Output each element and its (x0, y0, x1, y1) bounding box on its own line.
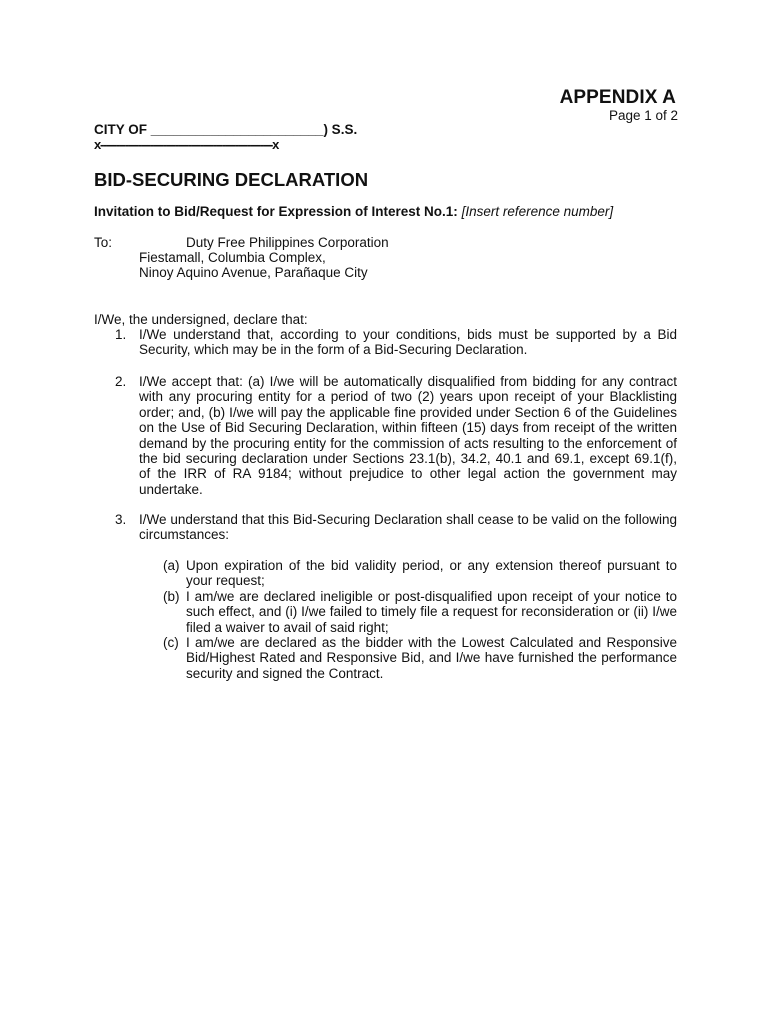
item-text: I/We accept that: (a) I/we will be automatically disqualified from bidding for any contract with any procuring entity for a period of two (2) years upon receipt of your Blacklisting order; and, (b) I/we will pay the applicable fine provided under Section 6 of the Guidelines on the Use of Bid Securing Declaration, within fifteen (15) days from receipt of the written demand by the procuring entity for the commission of acts resulting to the enforcement of the bid securing declaration under Sections 23.1(b), 34.2, 40.1 and 69.1, except 69.1(f), of the IRR of RA 9184; without prejudice to other legal action the government may undertake. (139, 374, 677, 497)
circumstance-text: I am/we are declared ineligible or post-disqualified upon receipt of your notice to such effect, and (i) I/we failed to timely file a request for reconsideration or (ii) I/we filed a waiver to avail of said right; (186, 589, 677, 635)
circumstance-item (163, 558, 677, 589)
addressee-address-line-1: Fiestamall, Columbia Complex, (139, 250, 326, 265)
document-title: BID-SECURING DECLARATION (94, 169, 369, 190)
item-number: 2. (115, 374, 127, 389)
item-number: 3. (115, 512, 127, 527)
circumstance-text: Upon expiration of the bid validity period, or any extension thereof pursuant to your request; (186, 558, 677, 589)
item-text: I/We understand that, according to your conditions, bids must be supported by a Bid Security, which may be in the form of a Bid-Securing Declaration. (139, 327, 677, 358)
circumstance-text: I am/we are declared as the bidder with the Lowest Calculated and Responsive Bid/Highest Rated and Responsive Bid, and I/we have furnished the performance security and signed the Contract. (186, 635, 677, 681)
to-label: To: (94, 235, 113, 250)
circumstance-item (163, 589, 677, 635)
addressee-name: Duty Free Philippines Corporation (186, 235, 389, 250)
item-number: 1. (115, 327, 127, 342)
circumstance-label: (c) (163, 635, 179, 650)
circumstance-label: (a) (163, 558, 180, 573)
circumstance-label: (b) (163, 589, 180, 604)
circumstance-item (163, 635, 677, 681)
city-line: CITY OF _______________________) S.S. (94, 122, 358, 137)
declaration-intro: I/We, the undersigned, declare that: (94, 312, 308, 327)
addressee-address-line-2: Ninoy Aquino Avenue, Parañaque City (139, 265, 368, 280)
declaration-item (94, 374, 677, 497)
invitation-line (94, 204, 613, 219)
page-number: Page 1 of 2 (608, 108, 678, 123)
item-text: I/We understand that this Bid-Securing Declaration shall cease to be valid on the following circumstances: (139, 512, 677, 543)
x-separator-line: x-------------------------------------------------------x (94, 137, 279, 152)
reference-placeholder: [Insert reference number] (461, 204, 614, 219)
declaration-item (94, 512, 677, 543)
declaration-item (94, 327, 677, 358)
appendix-heading: APPENDIX A (559, 87, 676, 108)
invitation-label: Invitation to Bid/Request for Expression of Interest No.1: (94, 204, 458, 219)
